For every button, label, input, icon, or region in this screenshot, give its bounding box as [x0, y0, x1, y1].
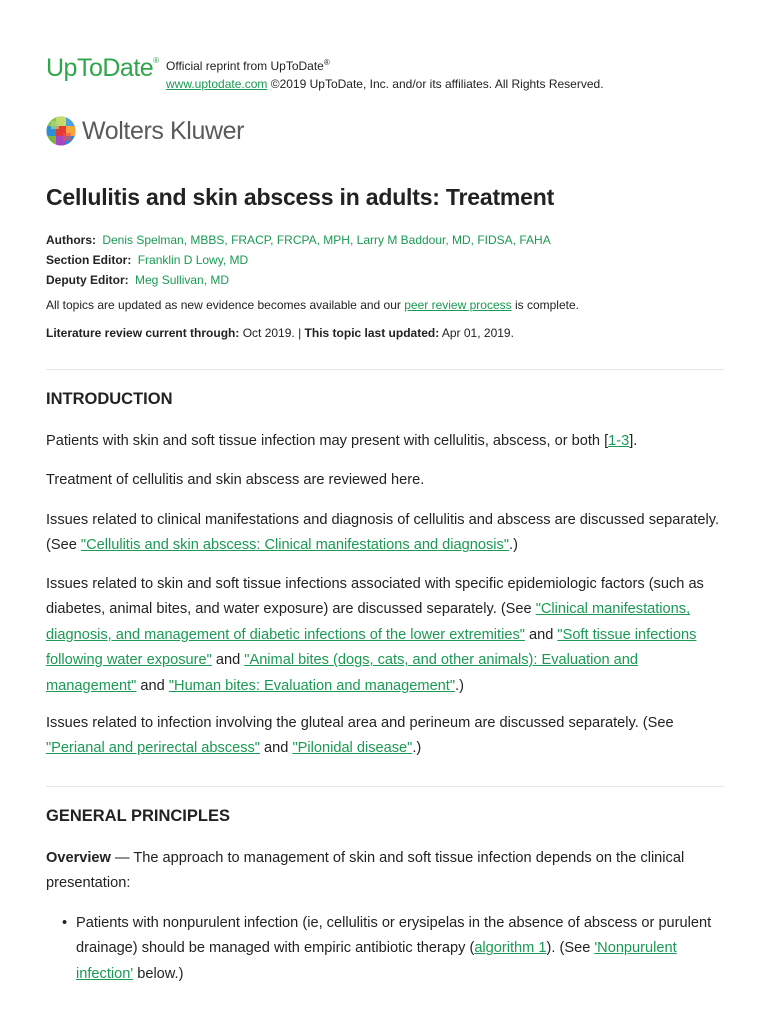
uptodate-logo[interactable]	[46, 54, 159, 83]
intro-p1-text: Patients with skin and soft tissue infection may present with cellulitis, abscess, or both [	[46, 433, 609, 449]
author-link-spelman[interactable]: Denis Spelman, MBBS, FRACP, FRCPA, MPH	[102, 233, 350, 247]
lit-review-value: Oct 2019. |	[239, 326, 305, 340]
list-item	[62, 911, 722, 987]
human-bites-link[interactable]: "Human bites: Evaluation and management"	[168, 677, 456, 694]
article-credits	[46, 230, 551, 290]
update-note-end: is complete.	[511, 298, 579, 312]
animal-bites-link[interactable]: "Animal bites (dogs, cats, and other animals): Evaluation and management"	[46, 652, 639, 694]
intro-p4-and-3: and	[136, 677, 169, 694]
bullet-1-end: below.)	[133, 965, 184, 982]
deputy-editor-label: Deputy Editor:	[46, 273, 129, 287]
author-link-baddour[interactable]: Larry M Baddour, MD, FIDSA, FAHA	[356, 233, 551, 247]
uptodate-site-link[interactable]: www.uptodate.com	[166, 77, 268, 91]
uptodate-logo-text: UpToDate	[46, 54, 154, 82]
bullet-text	[76, 911, 722, 987]
reprint-line: Official reprint from UpToDate	[166, 59, 324, 73]
overview-text: — The approach to management of skin and soft tissue infection depends on the clinical presentation:	[46, 850, 685, 892]
intro-p4-and-1: and	[524, 626, 558, 643]
cellulitis-diagnosis-link[interactable]: "Cellulitis and skin abscess: Clinical manifestations and diagnosis"	[80, 537, 510, 554]
bullet-1-text: Patients with nonpurulent infection (ie, cellulitis or erysipelas in the absence of abscess or purulent drainage) should be managed with empiric antibiotic therapy (	[76, 915, 712, 957]
intro-p5-end: .)	[412, 740, 422, 757]
last-updated-value: Apr 01, 2019.	[439, 326, 514, 340]
reprint-notice	[166, 54, 604, 93]
introduction-heading: INTRODUCTION	[46, 390, 173, 408]
intro-p5-text: Issues related to infection involving the gluteal area and perineum are discussed separately. (See	[46, 715, 674, 731]
bullet-1-mid: ). (See	[546, 940, 595, 957]
intro-paragraph-1	[46, 429, 726, 454]
intro-p3-end: .)	[509, 537, 518, 554]
algorithm-1-link[interactable]: algorithm 1	[474, 940, 547, 957]
nonpurulent-infection-link[interactable]: 'Nonpurulent infection'	[76, 940, 677, 982]
section-divider	[46, 369, 724, 370]
authors-row	[46, 230, 551, 250]
reprint-registered-mark: ®	[323, 58, 330, 67]
copyright-text: ©2019 UpToDate, Inc. and/or its affiliates. All Rights Reserved.	[270, 77, 604, 91]
last-updated-label: This topic last updated:	[304, 326, 440, 340]
pilonidal-disease-link[interactable]: "Pilonidal disease"	[292, 740, 413, 757]
perianal-abscess-link[interactable]: "Perianal and perirectal abscess"	[46, 740, 260, 757]
overview-label: Overview	[46, 850, 111, 866]
update-note	[46, 298, 579, 312]
intro-p4-and-2: and	[211, 652, 245, 669]
wolters-kluwer-logo[interactable]	[46, 116, 244, 146]
wolters-kluwer-logo-icon	[46, 116, 76, 146]
intro-p3-text: Issues related to clinical manifestations and diagnosis of cellulitis and abscess are discussed separately. (See	[46, 512, 720, 554]
bullet-dot: •	[62, 915, 68, 931]
deputy-editor-row	[46, 270, 551, 290]
overview-paragraph	[46, 846, 726, 897]
intro-p4-text: Issues related to skin and soft tissue infections associated with specific epidemiologic factors (such as diabetes, animal bites, and water exposure) are discussed separately. (See	[46, 576, 704, 618]
intro-p4-end: .)	[455, 677, 464, 694]
intro-paragraph-2: Treatment of cellulitis and skin abscess are reviewed here.	[46, 472, 425, 488]
water-exposure-link[interactable]: "Soft tissue infections following water exposure"	[46, 626, 697, 669]
lit-review-label: Literature review current through:	[46, 326, 240, 340]
intro-paragraph-5	[46, 711, 726, 762]
reference-link-1-3[interactable]: 1-3	[608, 433, 630, 449]
authors-label: Authors:	[46, 233, 96, 247]
peer-review-link[interactable]: peer review process	[404, 298, 512, 312]
review-dates	[46, 326, 514, 340]
intro-p5-and: and	[259, 740, 293, 757]
intro-paragraph-3	[46, 508, 726, 559]
wolters-kluwer-wordmark: Wolters Kluwer	[82, 116, 245, 145]
diabetic-infections-link[interactable]: "Clinical manifestations, diagnosis, and management of diabetic infections of the lower extremities"	[46, 601, 691, 643]
section-divider-2	[46, 786, 724, 787]
section-editor-link[interactable]: Franklin D Lowy, MD	[137, 253, 249, 267]
update-note-text: All topics are updated as new evidence becomes available and our	[46, 298, 405, 312]
registered-mark: ®	[153, 56, 159, 65]
section-editor-row	[46, 250, 551, 270]
intro-paragraph-4	[46, 572, 726, 699]
page-title: Cellulitis and skin abscess in adults: Treatment	[46, 184, 555, 210]
intro-p1-end: ].	[629, 433, 638, 449]
general-principles-heading: GENERAL PRINCIPLES	[46, 807, 230, 825]
authors-separator: ,	[349, 233, 357, 247]
deputy-editor-link[interactable]: Meg Sullivan, MD	[135, 273, 230, 287]
section-editor-label: Section Editor:	[46, 253, 132, 267]
